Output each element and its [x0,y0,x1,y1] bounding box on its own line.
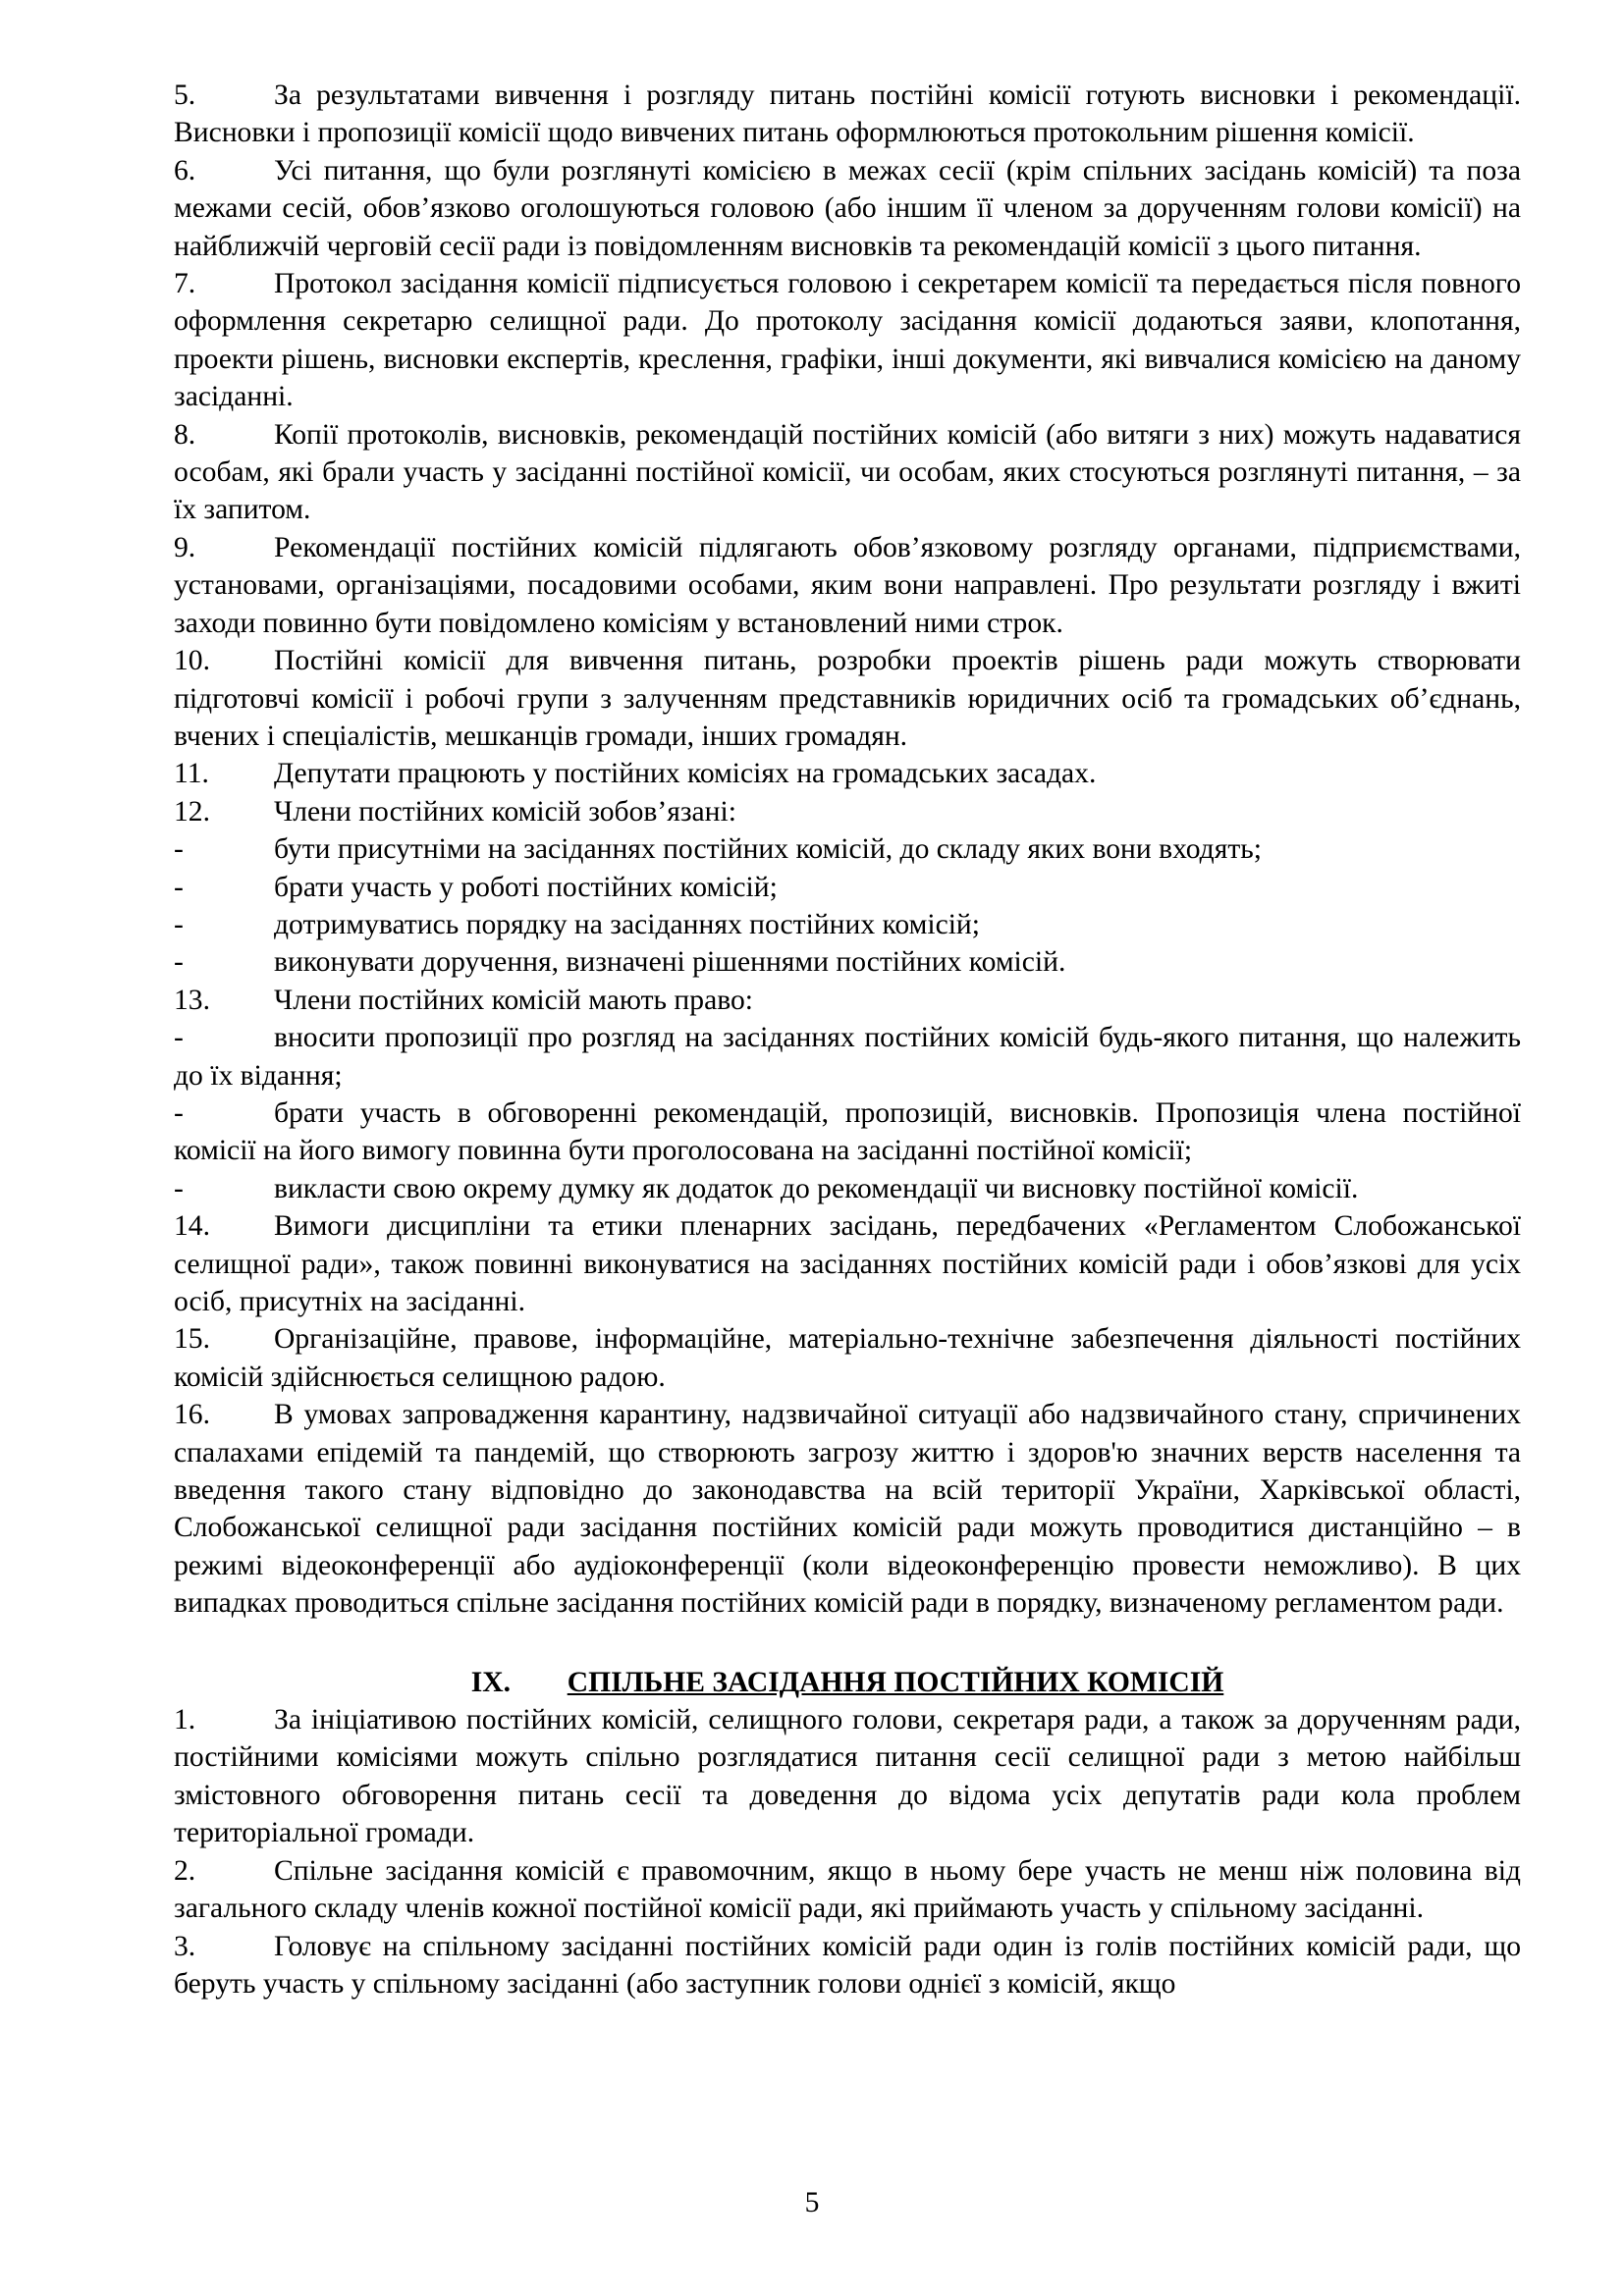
paragraph-number: 2. [174,1854,196,1887]
paragraph-text: вносити пропозиції про розгляд на засіданнях постійних комісій будь-якого питання, що належить до їх відання; [174,1022,1521,1092]
paragraph-text: Спільне засідання комісій є правомочним, якщо в ньому бере участь не менш ніж половина від загального складу членів кожної постійної комісії ради, які приймають участь у спільному засіданні. [174,1854,1521,1925]
paragraph-number: 5. [174,80,196,111]
paragraph-number: - [174,946,184,979]
paragraph-number: 7. [174,268,196,300]
paragraph-number: 10. [174,645,210,677]
paragraph-text: Члени постійних комісій зобов’язані: [274,795,736,828]
list-bullet-item [174,1170,1521,1207]
paragraph-text: брати участь у роботі постійних комісій; [274,871,778,903]
paragraph-number: 16. [174,1399,210,1431]
paragraph-text: Копії протоколів, висновків, рекомендацій постійних комісій (або витяги з них) можуть надаватися особам, які брали участь у засіданні постійної комісії, чи особам, яких стосуються розглянуті питання, – за їх запитом. [174,418,1521,526]
paragraph-number: 13. [174,984,210,1016]
paragraph-text: виконувати доручення, визначені рішеннями постійних комісій. [274,946,1066,979]
list-bullet-item [174,1019,1521,1095]
paragraph-text: викласти свою окрему думку як додаток до рекомендації чи висновку постійної комісії. [274,1172,1359,1204]
paragraph-text: В умовах запровадження карантину, надзвичайної ситуації або надзвичайного стану, спричинених спалахами епідемій та пандемій, що створюють загрозу життю і здоров'ю значних верств населення та введення такого стану відповідно до законодавства на всій території України, Харківської області, Слобожанської селищної ради засідання постійних комісій ради можуть проводитися дистанційно – в режимі відеоконференції або аудіоконференції (коли відеоконференцію провести неможливо). В цих випадках проводиться спільне засідання постійних комісій ради в порядку, визначеному регламентом ради. [174,1399,1521,1620]
paragraph-number: 8. [174,418,196,451]
paragraph-text: дотримуватись порядку на засіданнях постійних комісій; [274,908,980,940]
paragraph-number: 9. [174,531,196,563]
numbered-paragraph [174,265,1521,416]
paragraph-number: - [174,871,184,903]
paragraph-number: 12. [174,795,210,828]
paragraph-number: - [174,1022,184,1054]
document-page [174,77,1521,2002]
numbered-paragraph [174,642,1521,755]
paragraph-number: 14. [174,1210,210,1243]
paragraph-number: - [174,833,184,866]
section-heading [174,1664,1521,1701]
numbered-paragraph [174,982,1521,1019]
numbered-paragraph [174,77,1521,152]
list-bullet-item [174,906,1521,943]
list-bullet-item [174,869,1521,906]
numbered-paragraph [174,529,1521,642]
paragraph-number: 3. [174,1930,196,1962]
paragraph-number: - [174,908,184,940]
numbered-paragraph [174,1701,1521,1852]
paragraph-text: бути присутніми на засіданнях постійних комісій, до складу яких вони входять; [274,833,1262,866]
paragraph-number: 15. [174,1323,210,1356]
paragraph-number: - [174,1172,184,1204]
numbered-paragraph [174,1396,1521,1622]
numbered-paragraph [174,1320,1521,1396]
numbered-paragraph [174,793,1521,830]
paragraph-text: Депутати працюють у постійних комісіях на громадських засадах. [274,758,1097,790]
paragraph-text: Вимоги дисципліни та етики пленарних засідань, передбачених «Регламентом Слобожанської селищної ради», також повинні виконуватися на засіданнях постійних комісій ради і обов’язкові для усіх осіб, присутніх на засіданні. [174,1210,1521,1317]
paragraph-text: За результатами вивчення і розгляду питань постійні комісії готують висновки і рекомендації. Висновки і пропозиції комісії щодо вивчених питань оформлюються протокольним рішення комісії. [174,80,1521,149]
numbered-paragraph [174,1928,1521,2003]
numbered-paragraph [174,755,1521,792]
section-number: IX. [470,1666,511,1698]
paragraph-number: 6. [174,154,196,187]
numbered-paragraph [174,152,1521,265]
paragraph-number: 11. [174,758,209,790]
paragraph-text: Організаційне, правове, інформаційне, матеріально-технічне забезпечення діяльності постійних комісій здійснюється селищною радою. [174,1323,1521,1393]
paragraph-text: Члени постійних комісій мають право: [274,984,753,1016]
paragraph-text: Рекомендації постійних комісій підлягають обов’язковому розгляду органами, підприємствами, установами, організаціями, посадовими особами, яким вони направлені. Про результати розгляду і вжиті заходи повинно бути повідомлено комісіям у встановлений ними строк. [174,531,1521,639]
list-bullet-item [174,830,1521,868]
numbered-paragraph [174,416,1521,529]
numbered-paragraph [174,1852,1521,1928]
paragraph-text: За ініціативою постійних комісій, селищного голови, секретаря ради, а також за дорученням ради, постійними комісіями можуть спільно розглядатися питання сесії селищної ради з метою найбільш змістовного обговорення питань сесії та доведення до відома усіх депутатів ради кола проблем територіальної громади. [174,1704,1521,1849]
paragraph-number: - [174,1096,184,1129]
page-number: 5 [804,2187,820,2218]
paragraph-text: Протокол засідання комісії підписується головою і секретарем комісії та передається після повного оформлення секретарю селищної ради. До протоколу засідання комісії додаються заяви, клопотання, проекти рішень, висновки експертів, креслення, графіки, інші документи, які вивчалися комісією на даному засіданні. [174,268,1521,413]
paragraph-text: брати участь в обговоренні рекомендацій, пропозицій, висновків. Пропозиція члена постійної комісії на його вимогу повинна бути проголосована на засіданні постійної комісії; [174,1096,1521,1167]
section-title: СПІЛЬНЕ ЗАСІДАННЯ ПОСТІЙНИХ КОМІСІЙ [567,1666,1224,1698]
paragraph-number: 1. [174,1704,196,1736]
section-ix-body [174,1701,1521,2002]
numbered-paragraph [174,1207,1521,1320]
list-bullet-item [174,1095,1521,1170]
section-viii-body [174,77,1521,1623]
paragraph-text: Головує на спільному засіданні постійних комісій ради один із голів постійних комісій ради, що беруть участь у спільному засіданні (або заступник голови однієї з комісій, якщо [174,1930,1521,2000]
paragraph-text: Постійні комісії для вивчення питань, розробки проектів рішень ради можуть створювати підготовчі комісії і робочі групи з залученням представників юридичних осіб та громадських об’єднань, вчених і спеціалістів, мешканців громади, інших громадян. [174,645,1521,752]
list-bullet-item [174,943,1521,981]
paragraph-text: Усі питання, що були розглянуті комісією в межах сесії (крім спільних засідань комісій) та поза межами сесій, обов’язково оголошуються головою (або іншим її членом за дорученням голови комісії) на найближчій черговій сесії ради із повідомленням висновків та рекомендацій комісії з цього питання. [174,154,1521,262]
